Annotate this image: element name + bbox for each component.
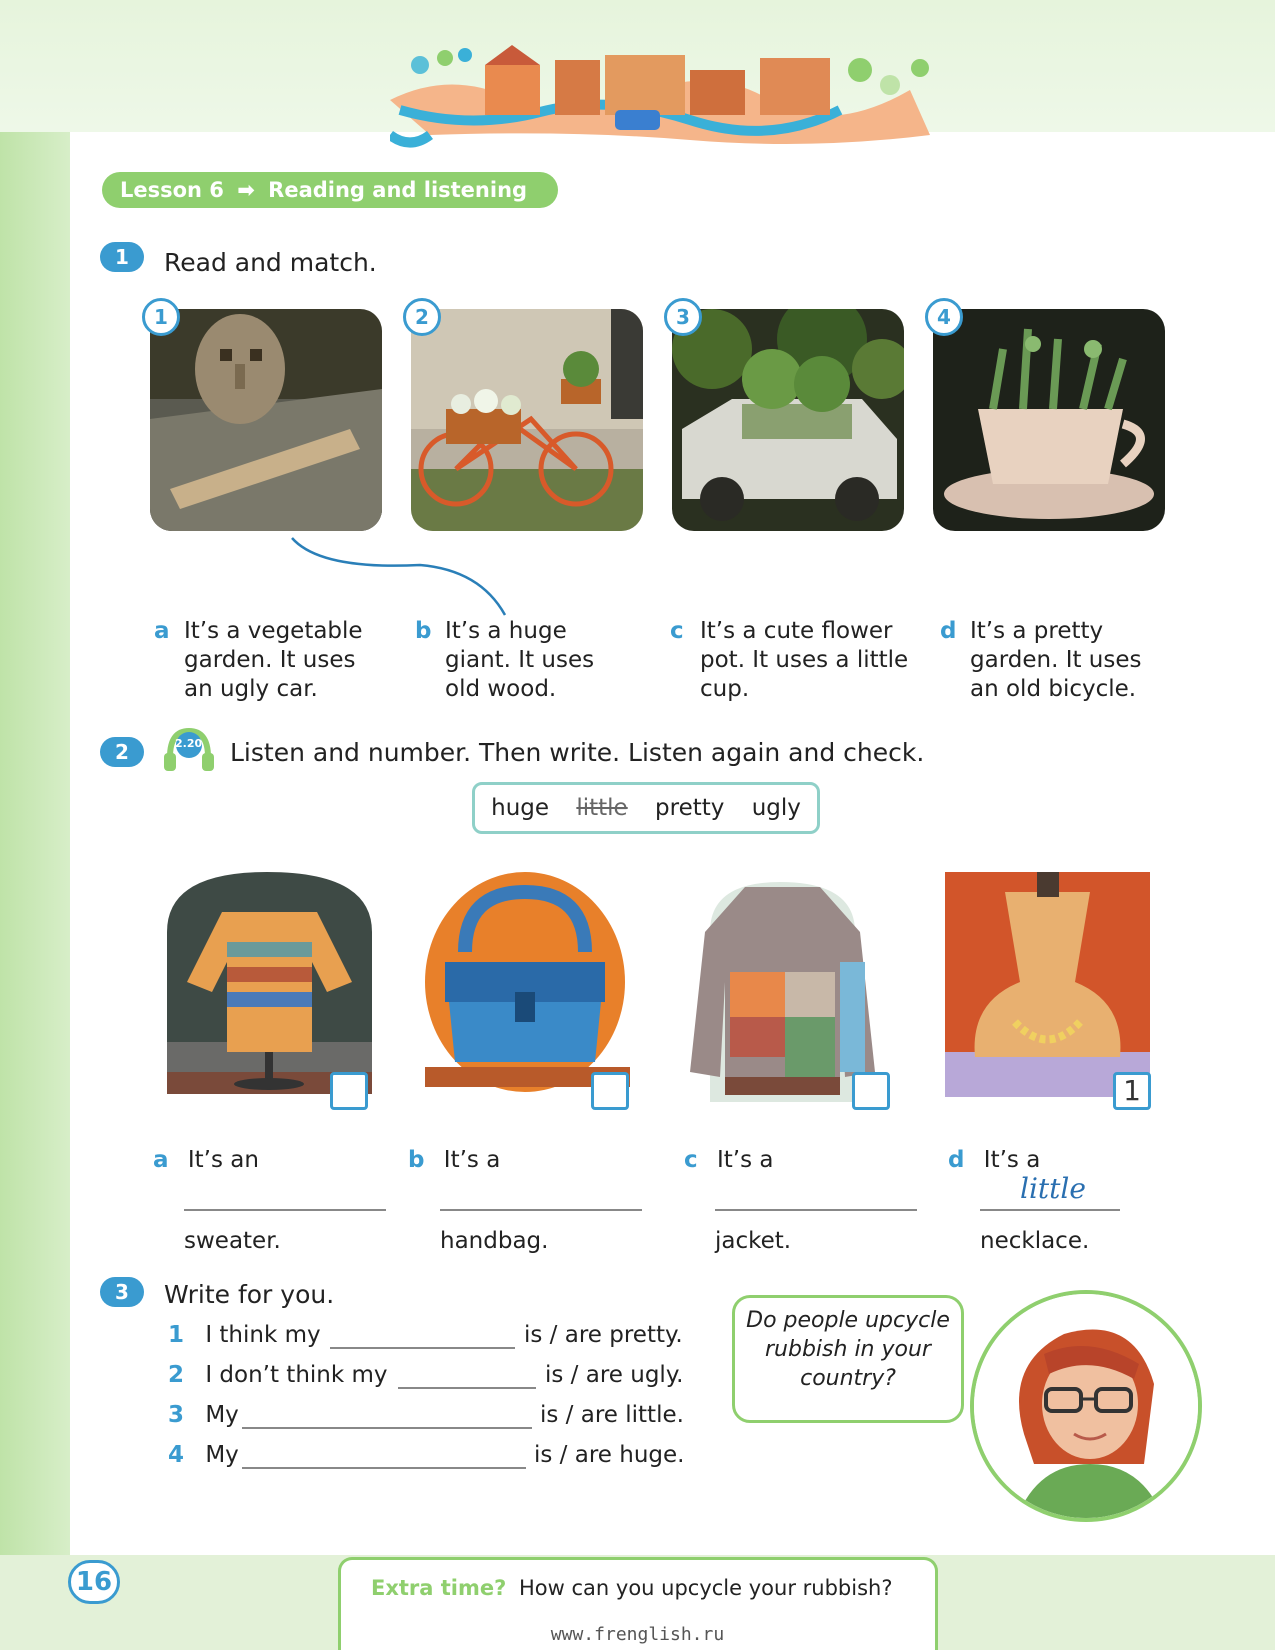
- section-2-title: Listen and number. Then write. Listen again and check.: [230, 738, 925, 767]
- write-line-2: [168, 1362, 388, 1392]
- line-start: I don’t think my: [205, 1362, 388, 1388]
- line-end-3: is / are little.: [540, 1402, 684, 1428]
- section-2-badge: 2: [100, 737, 144, 767]
- sentence-a-start: [153, 1147, 259, 1173]
- option-b: [415, 617, 625, 704]
- photo-giant: [150, 309, 382, 531]
- word-box: [472, 782, 820, 834]
- option-letter: d: [940, 618, 957, 644]
- page-background-left: [0, 0, 70, 1650]
- write-line-3: [168, 1402, 239, 1432]
- option-a: [154, 617, 384, 704]
- lesson-subtitle: Reading and listening: [268, 178, 528, 202]
- speech-bubble: Do people upcycle rubbish in your country?: [732, 1295, 964, 1423]
- town-banner-illustration: [390, 40, 950, 152]
- write-blank-1[interactable]: [330, 1347, 515, 1349]
- number-box-c[interactable]: [852, 1072, 890, 1110]
- sentence-a-end: sweater.: [184, 1228, 281, 1254]
- section-1-badge: 1: [100, 242, 144, 272]
- number-box-a[interactable]: [330, 1072, 368, 1110]
- sentence-c-end: jacket.: [715, 1228, 792, 1254]
- option-text: It’s a pretty garden. It uses an old bicycle.: [970, 618, 1142, 702]
- line-start: My: [205, 1442, 239, 1468]
- line-start: I think my: [205, 1322, 321, 1348]
- photo-number-2: 2: [403, 298, 441, 336]
- section-1-title: Read and match.: [164, 248, 377, 277]
- line-number: 2: [168, 1362, 185, 1388]
- sentence-start: It’s an: [187, 1147, 259, 1173]
- sentence-letter: b: [408, 1147, 425, 1173]
- option-letter: a: [154, 618, 170, 644]
- photo-cup-garden: [933, 309, 1165, 531]
- line-end-2: is / are ugly.: [545, 1362, 684, 1388]
- sentence-c-start: [684, 1147, 773, 1173]
- option-text: It’s a cute flower pot. It uses a little cup.: [700, 618, 909, 702]
- answer-blank-a[interactable]: [184, 1209, 386, 1211]
- photo-car-garden: [672, 309, 904, 531]
- sentence-letter: c: [684, 1147, 698, 1173]
- word-pretty: pretty: [655, 795, 725, 821]
- headphones-audio-icon[interactable]: [162, 725, 216, 775]
- sentence-start: It’s a: [983, 1147, 1041, 1173]
- photo-bicycle-garden: [411, 309, 643, 531]
- sentence-start: It’s a: [443, 1147, 501, 1173]
- section-3-title: Write for you.: [164, 1280, 335, 1309]
- sentence-start: It’s a: [716, 1147, 774, 1173]
- answer-blank-d[interactable]: [980, 1209, 1120, 1211]
- match-line: [280, 530, 520, 620]
- line-end-1: is / are pretty.: [524, 1322, 683, 1348]
- answer-blank-b[interactable]: [440, 1209, 642, 1211]
- write-blank-4[interactable]: [242, 1467, 526, 1469]
- line-number: 3: [168, 1402, 185, 1428]
- line-number: 1: [168, 1322, 185, 1348]
- extra-time-text: How can you upcycle your rubbish?: [519, 1576, 893, 1600]
- option-letter: b: [415, 618, 432, 644]
- word-little-crossed: little: [576, 795, 628, 821]
- line-number: 4: [168, 1442, 185, 1468]
- arrow-right-icon: ➡: [237, 178, 255, 202]
- teacher-avatar: [970, 1290, 1202, 1522]
- section-3-badge: 3: [100, 1277, 144, 1307]
- sentence-b-end: handbag.: [440, 1228, 549, 1254]
- lesson-header: [102, 172, 558, 208]
- photo-number-1: 1: [142, 298, 180, 336]
- option-text: It’s a huge giant. It uses old wood.: [445, 618, 595, 702]
- sentence-letter: a: [153, 1147, 169, 1173]
- option-d: [940, 617, 1170, 704]
- footer-url: www.frenglish.ru: [550, 1624, 725, 1645]
- answer-d-handwritten: little: [1020, 1172, 1086, 1205]
- sentence-letter: d: [948, 1147, 965, 1173]
- write-blank-2[interactable]: [398, 1387, 536, 1389]
- sentence-d-start: [948, 1147, 1040, 1173]
- photo-number-4: 4: [925, 298, 963, 336]
- number-box-b[interactable]: [591, 1072, 629, 1110]
- sentence-d-end: necklace.: [980, 1228, 1090, 1254]
- option-text: It’s a vegetable garden. It uses an ugly car.: [184, 618, 363, 702]
- write-line-1: [168, 1322, 321, 1352]
- answer-blank-c[interactable]: [715, 1209, 917, 1211]
- option-c: [670, 617, 925, 704]
- extra-time-label: Extra time?: [371, 1576, 507, 1600]
- line-start: My: [205, 1402, 239, 1428]
- write-blank-3[interactable]: [242, 1427, 532, 1429]
- lesson-label: Lesson 6: [120, 178, 224, 202]
- number-box-d[interactable]: 1: [1113, 1072, 1151, 1110]
- write-line-4: [168, 1442, 239, 1472]
- word-huge: huge: [491, 795, 550, 821]
- page-number: 16: [68, 1560, 120, 1604]
- photo-number-3: 3: [664, 298, 702, 336]
- word-ugly: ugly: [751, 795, 801, 821]
- sentence-b-start: [408, 1147, 500, 1173]
- audio-track-number: 2.20: [175, 737, 203, 750]
- line-end-4: is / are huge.: [534, 1442, 685, 1468]
- option-letter: c: [670, 618, 684, 644]
